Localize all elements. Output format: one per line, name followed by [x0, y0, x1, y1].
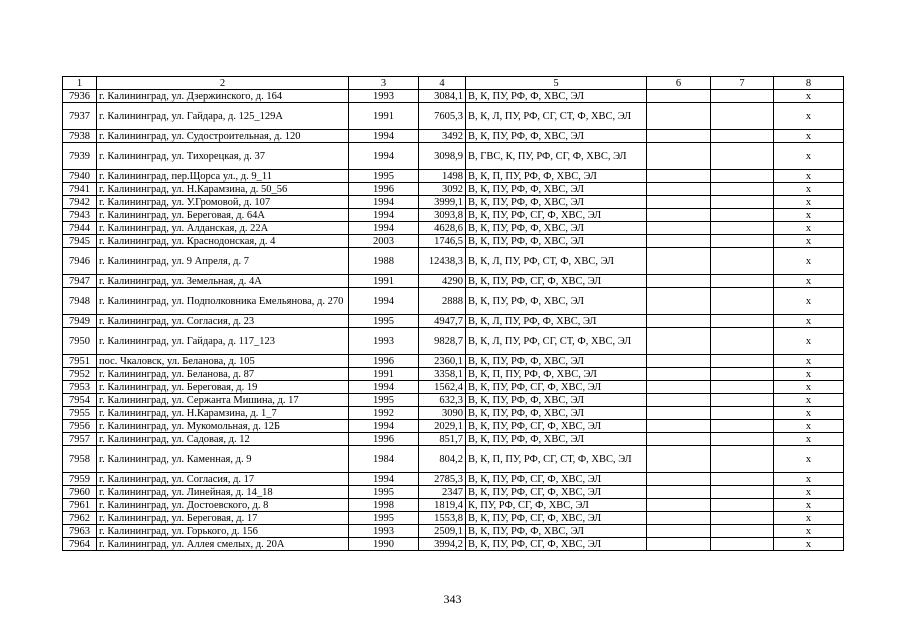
column-8-cell: х — [774, 368, 844, 381]
row-number-cell: 7953 — [63, 381, 97, 394]
table-row — [63, 512, 844, 525]
table-row — [63, 275, 844, 288]
column-6-cell — [647, 143, 711, 170]
year-cell: 1991 — [349, 103, 419, 130]
row-number-cell: 7950 — [63, 328, 97, 355]
area-cell: 1498 — [419, 170, 466, 183]
column-8-cell: х — [774, 103, 844, 130]
table-row — [63, 538, 844, 551]
table-row — [63, 328, 844, 355]
column-7-cell — [711, 235, 774, 248]
address-cell: г. Калининград, ул. Достоевского, д. 8 — [97, 499, 349, 512]
page-number: 343 — [443, 592, 462, 606]
column-6-cell — [647, 288, 711, 315]
year-cell: 1996 — [349, 433, 419, 446]
table-row — [63, 196, 844, 209]
address-cell: г. Калининград, ул. У.Громовой, д. 107 — [97, 196, 349, 209]
services-cell: В, К, ПУ, РФ, Ф, ХВС, ЭЛ — [466, 222, 647, 235]
table-row — [63, 368, 844, 381]
area-cell: 9828,7 — [419, 328, 466, 355]
year-cell: 1995 — [349, 315, 419, 328]
row-number-cell: 7937 — [63, 103, 97, 130]
year-cell: 1995 — [349, 170, 419, 183]
address-cell: г. Калининград, ул. Краснодонская, д. 4 — [97, 235, 349, 248]
year-cell: 1998 — [349, 499, 419, 512]
column-header-4: 4 — [419, 77, 466, 90]
row-number-cell: 7949 — [63, 315, 97, 328]
area-cell: 4628,6 — [419, 222, 466, 235]
address-cell: г. Калининград, ул. Мукомольная, д. 12Б — [97, 420, 349, 433]
column-8-cell: х — [774, 394, 844, 407]
services-cell: В, К, ПУ, РФ, СГ, Ф, ХВС, ЭЛ — [466, 473, 647, 486]
address-cell: г. Калининград, ул. Сержанта Мишина, д. 17 — [97, 394, 349, 407]
column-6-cell — [647, 381, 711, 394]
column-7-cell — [711, 355, 774, 368]
column-7-cell — [711, 473, 774, 486]
column-6-cell — [647, 90, 711, 103]
column-6-cell — [647, 222, 711, 235]
column-8-cell: х — [774, 486, 844, 499]
column-header-3: 3 — [349, 77, 419, 90]
address-cell: г. Калининград, ул. Дзержинского, д. 164 — [97, 90, 349, 103]
year-cell: 1995 — [349, 394, 419, 407]
header-row — [63, 77, 844, 90]
column-7-cell — [711, 394, 774, 407]
table-row — [63, 103, 844, 130]
address-cell: г. Калининград, ул. 9 Апреля, д. 7 — [97, 248, 349, 275]
year-cell: 1994 — [349, 381, 419, 394]
table-row — [63, 420, 844, 433]
row-number-cell: 7960 — [63, 486, 97, 499]
area-cell: 12438,3 — [419, 248, 466, 275]
address-cell: г. Калининград, ул. Подполковника Емельянова, д. 270 — [97, 288, 349, 315]
row-number-cell: 7951 — [63, 355, 97, 368]
address-cell: г. Калининград, ул. Садовая, д. 12 — [97, 433, 349, 446]
column-7-cell — [711, 196, 774, 209]
row-number-cell: 7964 — [63, 538, 97, 551]
address-cell: г. Калининград, ул. Н.Карамзина, д. 50_56 — [97, 183, 349, 196]
year-cell: 1993 — [349, 525, 419, 538]
services-cell: В, К, ПУ, РФ, Ф, ХВС, ЭЛ — [466, 90, 647, 103]
column-7-cell — [711, 103, 774, 130]
column-header-5: 5 — [466, 77, 647, 90]
area-cell: 2347 — [419, 486, 466, 499]
column-6-cell — [647, 209, 711, 222]
year-cell: 1994 — [349, 420, 419, 433]
column-6-cell — [647, 538, 711, 551]
address-cell: г. Калининград, ул. Н.Карамзина, д. 1_7 — [97, 407, 349, 420]
area-cell: 3994,2 — [419, 538, 466, 551]
year-cell: 1994 — [349, 209, 419, 222]
area-cell: 3092 — [419, 183, 466, 196]
table-row — [63, 90, 844, 103]
table-row — [63, 315, 844, 328]
row-number-cell: 7952 — [63, 368, 97, 381]
row-number-cell: 7942 — [63, 196, 97, 209]
area-cell: 3084,1 — [419, 90, 466, 103]
row-number-cell: 7954 — [63, 394, 97, 407]
row-number-cell: 7956 — [63, 420, 97, 433]
column-7-cell — [711, 446, 774, 473]
row-number-cell: 7939 — [63, 143, 97, 170]
column-8-cell: х — [774, 275, 844, 288]
services-cell: В, К, ПУ, РФ, СГ, Ф, ХВС, ЭЛ — [466, 512, 647, 525]
column-6-cell — [647, 407, 711, 420]
services-cell: К, ПУ, РФ, СГ, Ф, ХВС, ЭЛ — [466, 499, 647, 512]
table-row — [63, 355, 844, 368]
row-number-cell: 7944 — [63, 222, 97, 235]
table-row — [63, 288, 844, 315]
column-8-cell: х — [774, 235, 844, 248]
services-cell: В, К, ПУ, РФ, Ф, ХВС, ЭЛ — [466, 196, 647, 209]
area-cell: 3098,9 — [419, 143, 466, 170]
row-number-cell: 7963 — [63, 525, 97, 538]
services-cell: В, К, П, ПУ, РФ, СГ, СТ, Ф, ХВС, ЭЛ — [466, 446, 647, 473]
services-cell: В, К, ПУ, РФ, СГ, Ф, ХВС, ЭЛ — [466, 209, 647, 222]
column-8-cell: х — [774, 433, 844, 446]
services-cell: В, К, ПУ, РФ, Ф, ХВС, ЭЛ — [466, 235, 647, 248]
column-6-cell — [647, 499, 711, 512]
column-6-cell — [647, 525, 711, 538]
year-cell: 1994 — [349, 196, 419, 209]
area-cell: 4290 — [419, 275, 466, 288]
row-number-cell: 7941 — [63, 183, 97, 196]
area-cell: 3090 — [419, 407, 466, 420]
address-cell: г. Калининград, ул. Каменная, д. 9 — [97, 446, 349, 473]
services-cell: В, К, ПУ, РФ, Ф, ХВС, ЭЛ — [466, 183, 647, 196]
address-cell: г. Калининград, ул. Аллея смелых, д. 20А — [97, 538, 349, 551]
column-8-cell: х — [774, 248, 844, 275]
table-row — [63, 394, 844, 407]
area-cell: 851,7 — [419, 433, 466, 446]
column-7-cell — [711, 288, 774, 315]
column-8-cell: х — [774, 328, 844, 355]
table-row — [63, 235, 844, 248]
column-7-cell — [711, 328, 774, 355]
column-8-cell: х — [774, 288, 844, 315]
row-number-cell: 7958 — [63, 446, 97, 473]
table-row — [63, 170, 844, 183]
services-cell: В, К, ПУ, РФ, СГ, Ф, ХВС, ЭЛ — [466, 420, 647, 433]
column-8-cell: х — [774, 446, 844, 473]
address-cell: г. Калининград, ул. Тихорецкая, д. 37 — [97, 143, 349, 170]
area-cell: 3999,1 — [419, 196, 466, 209]
services-cell: В, К, ПУ, РФ, Ф, ХВС, ЭЛ — [466, 130, 647, 143]
year-cell: 1994 — [349, 130, 419, 143]
year-cell: 1994 — [349, 222, 419, 235]
column-7-cell — [711, 433, 774, 446]
row-number-cell: 7948 — [63, 288, 97, 315]
address-cell: г. Калининград, ул. Береговая, д. 64А — [97, 209, 349, 222]
address-cell: г. Калининград, пер.Щорса ул., д. 9_11 — [97, 170, 349, 183]
housing-table — [62, 76, 844, 551]
column-6-cell — [647, 248, 711, 275]
column-6-cell — [647, 433, 711, 446]
services-cell: В, К, Л, ПУ, РФ, СГ, СТ, Ф, ХВС, ЭЛ — [466, 328, 647, 355]
column-8-cell: х — [774, 130, 844, 143]
services-cell: В, К, ПУ, РФ, Ф, ХВС, ЭЛ — [466, 394, 647, 407]
column-7-cell — [711, 420, 774, 433]
column-7-cell — [711, 381, 774, 394]
column-header-1: 1 — [63, 77, 97, 90]
year-cell: 1993 — [349, 90, 419, 103]
table-row — [63, 433, 844, 446]
column-6-cell — [647, 170, 711, 183]
column-8-cell: х — [774, 407, 844, 420]
column-7-cell — [711, 368, 774, 381]
area-cell: 2360,1 — [419, 355, 466, 368]
year-cell: 1996 — [349, 355, 419, 368]
column-header-7: 7 — [711, 77, 774, 90]
column-7-cell — [711, 170, 774, 183]
column-6-cell — [647, 394, 711, 407]
area-cell: 7605,3 — [419, 103, 466, 130]
column-8-cell: х — [774, 183, 844, 196]
row-number-cell: 7961 — [63, 499, 97, 512]
services-cell: В, К, ПУ, РФ, СГ, Ф, ХВС, ЭЛ — [466, 538, 647, 551]
area-cell: 632,3 — [419, 394, 466, 407]
table-row — [63, 143, 844, 170]
area-cell: 3358,1 — [419, 368, 466, 381]
column-6-cell — [647, 275, 711, 288]
year-cell: 1984 — [349, 446, 419, 473]
column-8-cell: х — [774, 355, 844, 368]
services-cell: В, К, ПУ, РФ, Ф, ХВС, ЭЛ — [466, 525, 647, 538]
year-cell: 1994 — [349, 473, 419, 486]
year-cell: 1995 — [349, 512, 419, 525]
column-header-6: 6 — [647, 77, 711, 90]
year-cell: 1991 — [349, 275, 419, 288]
column-header-2: 2 — [97, 77, 349, 90]
services-cell: В, К, П, ПУ, РФ, Ф, ХВС, ЭЛ — [466, 368, 647, 381]
area-cell: 1553,8 — [419, 512, 466, 525]
area-cell: 4947,7 — [419, 315, 466, 328]
area-cell: 804,2 — [419, 446, 466, 473]
column-7-cell — [711, 248, 774, 275]
table-row — [63, 499, 844, 512]
area-cell: 2785,3 — [419, 473, 466, 486]
column-8-cell: х — [774, 499, 844, 512]
column-7-cell — [711, 130, 774, 143]
year-cell: 2003 — [349, 235, 419, 248]
year-cell: 1996 — [349, 183, 419, 196]
column-6-cell — [647, 235, 711, 248]
column-6-cell — [647, 486, 711, 499]
area-cell: 3492 — [419, 130, 466, 143]
year-cell: 1990 — [349, 538, 419, 551]
column-6-cell — [647, 446, 711, 473]
row-number-cell: 7945 — [63, 235, 97, 248]
address-cell: г. Калининград, ул. Судостроительная, д. 120 — [97, 130, 349, 143]
table-row — [63, 183, 844, 196]
column-8-cell: х — [774, 209, 844, 222]
column-7-cell — [711, 499, 774, 512]
column-8-cell: х — [774, 222, 844, 235]
row-number-cell: 7936 — [63, 90, 97, 103]
address-cell: г. Калининград, ул. Беланова, д. 87 — [97, 368, 349, 381]
table-row — [63, 222, 844, 235]
column-8-cell: х — [774, 512, 844, 525]
services-cell: В, К, ПУ, РФ, Ф, ХВС, ЭЛ — [466, 433, 647, 446]
services-cell: В, К, ПУ, РФ, Ф, ХВС, ЭЛ — [466, 355, 647, 368]
address-cell: пос. Чкаловск, ул. Беланова, д. 105 — [97, 355, 349, 368]
area-cell: 3093,8 — [419, 209, 466, 222]
column-8-cell: х — [774, 90, 844, 103]
row-number-cell: 7947 — [63, 275, 97, 288]
column-7-cell — [711, 90, 774, 103]
column-7-cell — [711, 209, 774, 222]
year-cell: 1988 — [349, 248, 419, 275]
table-row — [63, 130, 844, 143]
column-7-cell — [711, 143, 774, 170]
column-7-cell — [711, 275, 774, 288]
column-6-cell — [647, 103, 711, 130]
column-7-cell — [711, 315, 774, 328]
area-cell: 2029,1 — [419, 420, 466, 433]
column-6-cell — [647, 315, 711, 328]
column-6-cell — [647, 473, 711, 486]
services-cell: В, К, ПУ, РФ, Ф, ХВС, ЭЛ — [466, 407, 647, 420]
column-6-cell — [647, 355, 711, 368]
column-7-cell — [711, 486, 774, 499]
area-cell: 2888 — [419, 288, 466, 315]
table-row — [63, 525, 844, 538]
column-8-cell: х — [774, 381, 844, 394]
row-number-cell: 7957 — [63, 433, 97, 446]
column-8-cell: х — [774, 538, 844, 551]
row-number-cell: 7943 — [63, 209, 97, 222]
column-7-cell — [711, 183, 774, 196]
column-8-cell: х — [774, 170, 844, 183]
column-6-cell — [647, 368, 711, 381]
address-cell: г. Калининград, ул. Береговая, д. 17 — [97, 512, 349, 525]
services-cell: В, К, Л, ПУ, РФ, СГ, СТ, Ф, ХВС, ЭЛ — [466, 103, 647, 130]
column-7-cell — [711, 538, 774, 551]
area-cell: 1562,4 — [419, 381, 466, 394]
table-row — [63, 248, 844, 275]
services-cell: В, ГВС, К, ПУ, РФ, СГ, Ф, ХВС, ЭЛ — [466, 143, 647, 170]
column-8-cell: х — [774, 143, 844, 170]
table-row — [63, 486, 844, 499]
year-cell: 1994 — [349, 143, 419, 170]
table-row — [63, 381, 844, 394]
column-6-cell — [647, 420, 711, 433]
column-header-8: 8 — [774, 77, 844, 90]
table-row — [63, 446, 844, 473]
address-cell: г. Калининград, ул. Гайдара, д. 117_123 — [97, 328, 349, 355]
services-cell: В, К, ПУ, РФ, СГ, Ф, ХВС, ЭЛ — [466, 381, 647, 394]
row-number-cell: 7962 — [63, 512, 97, 525]
table-row — [63, 209, 844, 222]
address-cell: г. Калининград, ул. Алданская, д. 22А — [97, 222, 349, 235]
year-cell: 1995 — [349, 486, 419, 499]
column-8-cell: х — [774, 315, 844, 328]
area-cell: 1746,5 — [419, 235, 466, 248]
year-cell: 1993 — [349, 328, 419, 355]
column-6-cell — [647, 328, 711, 355]
area-cell: 1819,4 — [419, 499, 466, 512]
column-7-cell — [711, 222, 774, 235]
row-number-cell: 7938 — [63, 130, 97, 143]
column-8-cell: х — [774, 473, 844, 486]
year-cell: 1991 — [349, 368, 419, 381]
column-8-cell: х — [774, 525, 844, 538]
services-cell: В, К, ПУ, РФ, СГ, Ф, ХВС, ЭЛ — [466, 275, 647, 288]
address-cell: г. Калининград, ул. Согласия, д. 17 — [97, 473, 349, 486]
address-cell: г. Калининград, ул. Береговая, д. 19 — [97, 381, 349, 394]
services-cell: В, К, Л, ПУ, РФ, СТ, Ф, ХВС, ЭЛ — [466, 248, 647, 275]
year-cell: 1992 — [349, 407, 419, 420]
address-cell: г. Калининград, ул. Согласия, д. 23 — [97, 315, 349, 328]
services-cell: В, К, Л, ПУ, РФ, Ф, ХВС, ЭЛ — [466, 315, 647, 328]
services-cell: В, К, ПУ, РФ, СГ, Ф, ХВС, ЭЛ — [466, 486, 647, 499]
column-6-cell — [647, 512, 711, 525]
area-cell: 2509,1 — [419, 525, 466, 538]
year-cell: 1994 — [349, 288, 419, 315]
services-cell: В, К, ПУ, РФ, Ф, ХВС, ЭЛ — [466, 288, 647, 315]
column-7-cell — [711, 525, 774, 538]
table-row — [63, 473, 844, 486]
address-cell: г. Калининград, ул. Земельная, д. 4А — [97, 275, 349, 288]
row-number-cell: 7940 — [63, 170, 97, 183]
address-cell: г. Калининград, ул. Гайдара, д. 125_129А — [97, 103, 349, 130]
column-6-cell — [647, 130, 711, 143]
column-6-cell — [647, 196, 711, 209]
table-row — [63, 407, 844, 420]
services-cell: В, К, П, ПУ, РФ, Ф, ХВС, ЭЛ — [466, 170, 647, 183]
column-8-cell: х — [774, 420, 844, 433]
column-6-cell — [647, 183, 711, 196]
address-cell: г. Калининград, ул. Линейная, д. 14_18 — [97, 486, 349, 499]
address-cell: г. Калининград, ул. Горького, д. 156 — [97, 525, 349, 538]
column-7-cell — [711, 512, 774, 525]
row-number-cell: 7959 — [63, 473, 97, 486]
column-8-cell: х — [774, 196, 844, 209]
column-7-cell — [711, 407, 774, 420]
row-number-cell: 7955 — [63, 407, 97, 420]
row-number-cell: 7946 — [63, 248, 97, 275]
